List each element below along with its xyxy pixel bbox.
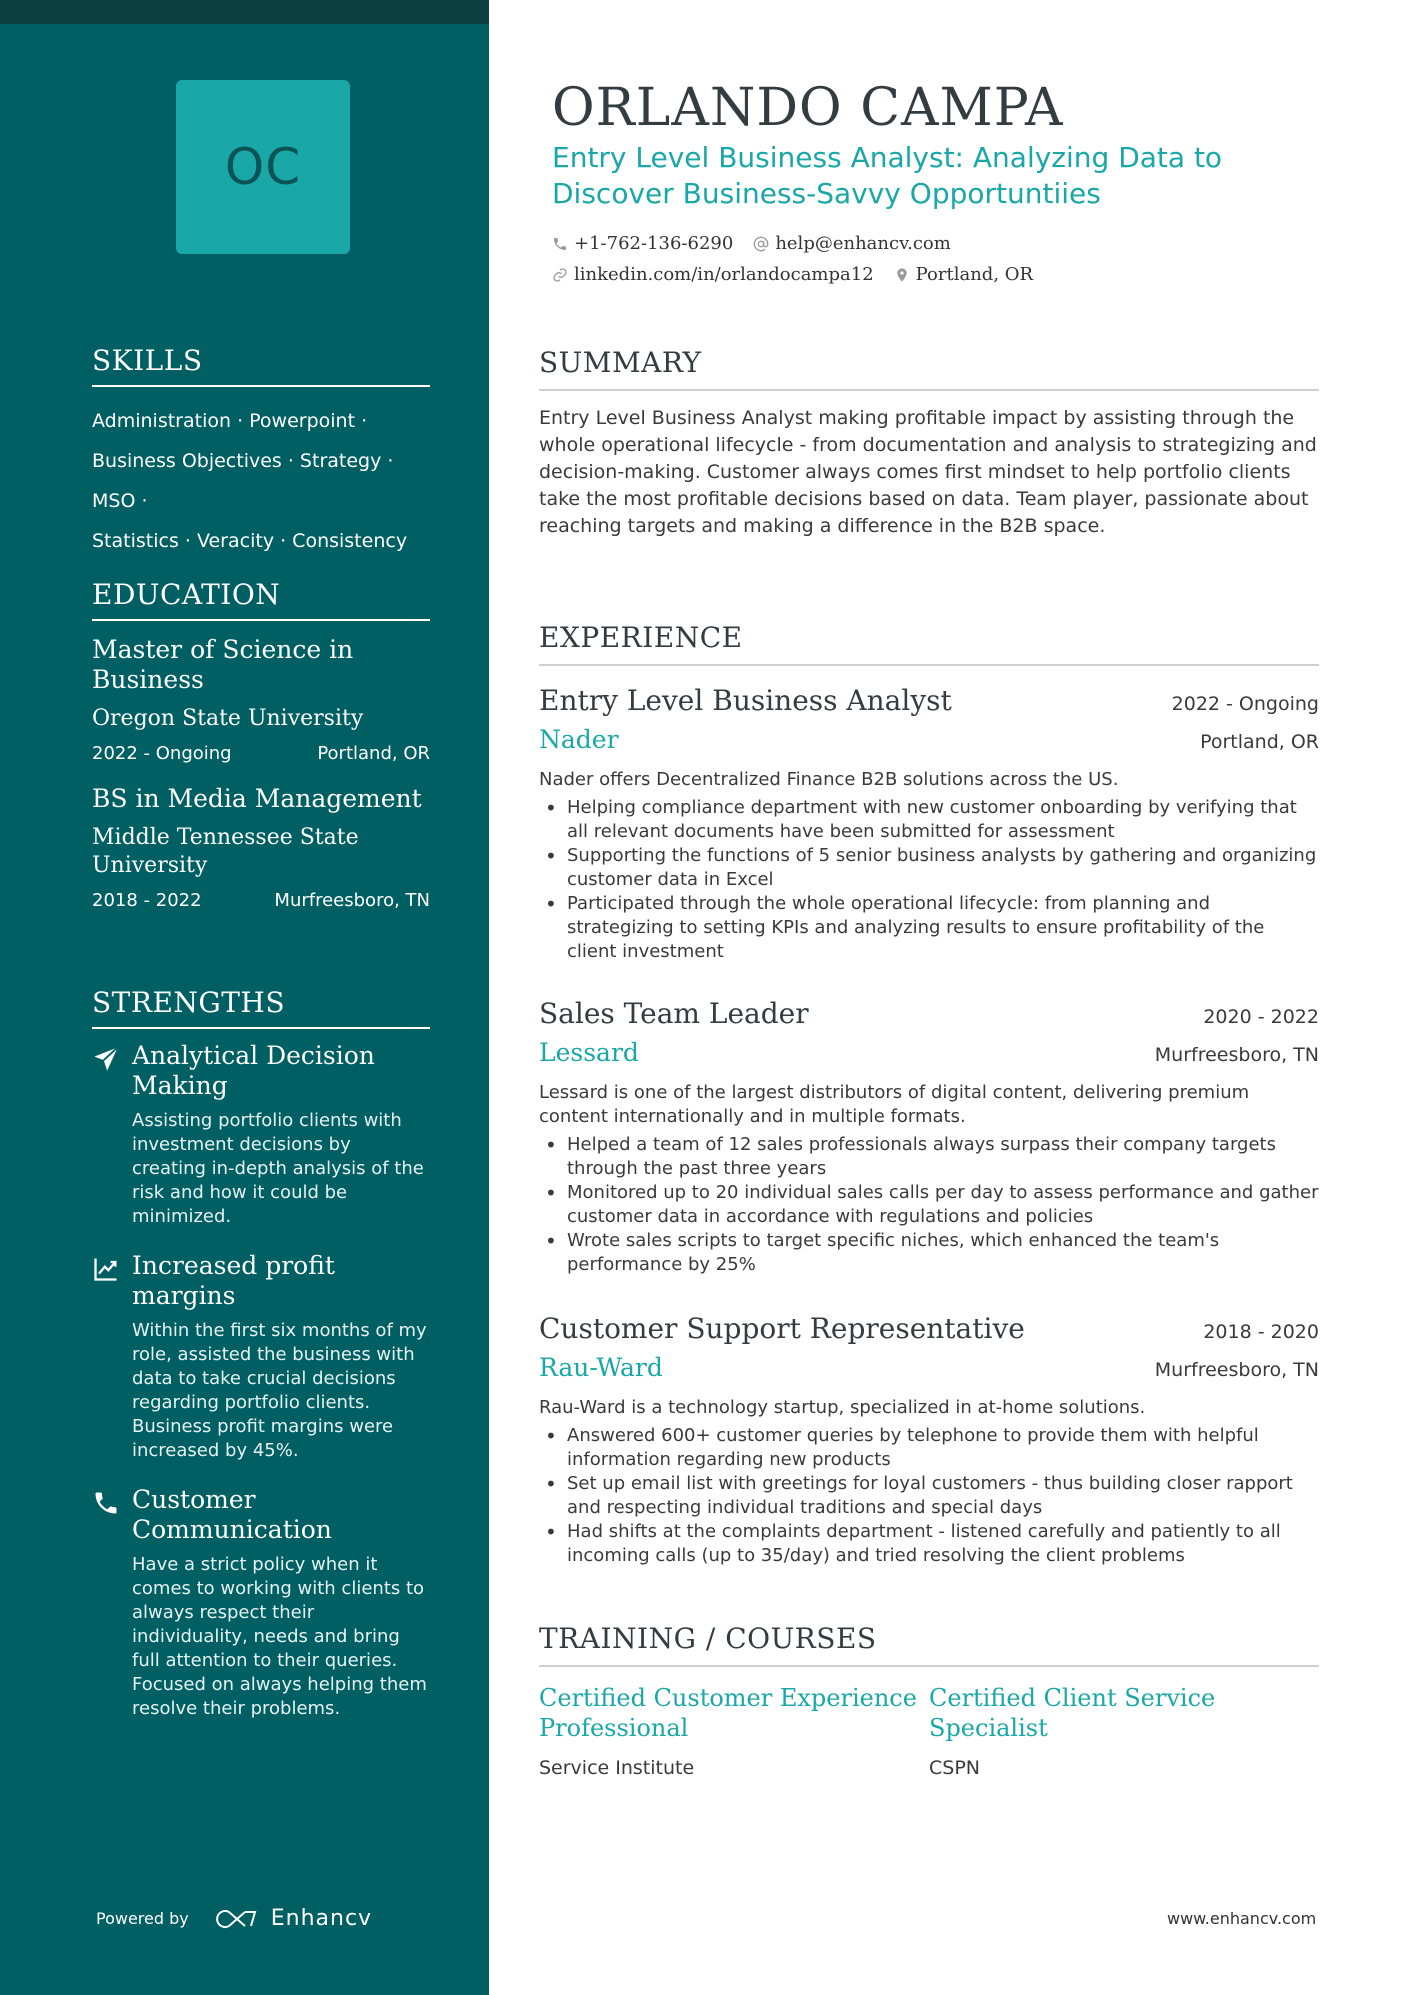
avatar-initials: OC [224,138,302,196]
phone-icon [92,1489,120,1517]
powered-by [96,1906,372,1931]
job-description: Nader offers Decentralized Finance B2B solutions across the US. [539,769,1119,790]
job-company: Rau-Ward [539,1353,663,1382]
summary-section [539,346,1319,540]
courses-title: TRAINING / COURSES [539,1622,1319,1667]
location-pin-icon [894,267,910,283]
education-school: Oregon State University [92,706,364,731]
strength-desc: Assisting portfolio clients with investment decisions by creating in-depth analysis of the risk and how it could be minimized. [132,1110,424,1227]
phone-text: +1-762-136-6290 [574,233,734,254]
contact-phone[interactable] [552,233,733,254]
job-location: Murfreesboro, TN [1154,1044,1319,1066]
education-location: Portland, OR [317,743,430,764]
job-location: Portland, OR [1200,731,1319,753]
job-bullets [539,1133,1319,1277]
job-dates: 2018 - 2020 [1203,1321,1319,1343]
skills-title: SKILLS [92,344,430,387]
strengths-section [92,986,430,1721]
education-degree: Master of Science in Business [92,635,354,694]
summary-title: SUMMARY [539,346,1319,391]
job-description: Lessard is one of the largest distributors of digital content, delivering premium content internationally and in multiple formats. [539,1082,1250,1127]
courses-section [539,1622,1319,1779]
job-bullet: • Wrote sales scripts to target specific niches, which enhanced the team's performance by 25% [539,1229,1319,1277]
course-title: Certified Client Service Specialist [929,1684,1216,1742]
email-text: help@enhancv.com [775,233,951,254]
education-location: Murfreesboro, TN [274,890,430,911]
skills-list [92,401,430,561]
sidebar [0,0,489,1995]
job-title: Sales Team Leader [539,997,809,1030]
strengths-title: STRENGTHS [92,986,430,1029]
candidate-headline: Entry Level Business Analyst: Analyzing Data to Discover Business-Savvy Opportuntiies [552,141,1223,210]
job-bullet: • Helping compliance department with new customer onboarding by verifying that all relevant documents have been submitted for assessment [539,796,1319,844]
experience-section [539,621,1319,666]
course-item [539,1683,929,1779]
education-dates: 2022 - Ongoing [92,743,232,764]
strength-desc: Have a strict policy when it comes to working with clients to always respect their individuality, needs and bring full attention to their queries. Focused on always helping them resolve their problems. [132,1554,427,1719]
job-description: Rau-Ward is a technology startup, specialized in at-home solutions. [539,1397,1146,1418]
job-title: Customer Support Representative [539,1312,1025,1345]
avatar [176,80,350,254]
enhancv-logo-icon [215,1908,261,1930]
education-title: EDUCATION [92,578,430,621]
enhancv-logo[interactable] [215,1906,372,1931]
skills-line: Business Objectives · Strategy · MSO · [92,450,394,512]
job-bullet: • Supporting the functions of 5 senior business analysts by gathering and organizing customer data in Excel [539,844,1319,892]
education-dates: 2018 - 2022 [92,890,202,911]
job-bullet: • Helped a team of 12 sales professionals always surpass their company targets through the past three years [539,1133,1319,1181]
job-bullet: • Participated through the whole operational lifecycle: from planning and strategizing to setting KPIs and analyzing results to ensure profitability of the client investment [539,892,1319,964]
strength-desc: Within the first six months of my role, assisted the business with data to take crucial decisions regarding portfolio clients. Business profit margins were increased by 45%. [132,1320,427,1461]
footer-website[interactable]: www.enhancv.com [1167,1909,1317,1928]
strength-title: Customer Communication [132,1485,332,1544]
summary-text: Entry Level Business Analyst making profitable impact by assisting through the whole operational lifecycle - from documentation and analysis to strategizing and decision-making. Customer always comes first mindset to help portfolio clients take the most profitable decisions based on data. Team player, passionate about reaching targets and making a difference in the B2B space. [539,407,1317,537]
course-item [929,1683,1319,1779]
location-text: Portland, OR [915,264,1034,285]
link-icon [552,267,568,283]
education-item [92,635,430,764]
strength-item [92,1251,430,1463]
strength-title: Analytical Decision Making [132,1041,375,1100]
job-entry [539,684,1319,964]
job-title: Entry Level Business Analyst [539,684,952,717]
at-sign-icon [753,236,769,252]
job-company: Lessard [539,1038,639,1067]
powered-by-label: Powered by [96,1909,189,1928]
education-item [92,784,430,911]
education-degree: BS in Media Management [92,784,422,813]
trend-up-icon [92,1255,120,1283]
job-entry [539,1312,1319,1568]
job-dates: 2020 - 2022 [1203,1006,1319,1028]
skills-section [92,344,430,561]
skills-line: Administration · Powerpoint · [92,410,368,432]
candidate-name: ORLANDO CAMPA [552,78,1064,138]
enhancv-brand: Enhancv [270,1906,373,1931]
job-bullet: • Monitored up to 20 individual sales calls per day to assess performance and gather customer data in accordance with regulations and policies [539,1181,1319,1229]
education-school: Middle Tennessee State University [92,825,359,878]
job-bullets [539,796,1319,964]
job-bullet: • Had shifts at the complaints department - listened carefully and patiently to all incoming calls (up to 35/day) and tried resolving the client problems [539,1520,1319,1568]
job-location: Murfreesboro, TN [1154,1359,1319,1381]
course-org: CSPN [929,1757,980,1779]
skills-line: Statistics · Veracity · Consistency [92,530,408,552]
linkedin-text: linkedin.com/in/orlandocampa12 [574,264,874,285]
course-title: Certified Customer Experience Professional [539,1684,917,1742]
job-bullet: • Answered 600+ customer queries by telephone to provide them with helpful information regarding new products [539,1424,1319,1472]
job-entry [539,997,1319,1277]
job-bullet: • Set up email list with greetings for loyal customers - thus building closer rapport and respecting individual traditions and special days [539,1472,1319,1520]
education-section [92,578,430,911]
course-org: Service Institute [539,1757,695,1779]
contact-location [894,264,1033,285]
paper-plane-icon [92,1045,120,1073]
phone-icon [552,236,568,252]
job-dates: 2022 - Ongoing [1171,693,1319,715]
job-bullets [539,1424,1319,1568]
strength-title: Increased profit margins [132,1251,335,1310]
strength-item [92,1041,430,1229]
sidebar-top-strip [0,0,489,24]
contact-linkedin[interactable] [552,264,874,285]
contact-email[interactable] [753,233,951,254]
job-company: Nader [539,725,619,754]
experience-title: EXPERIENCE [539,621,1319,666]
contact-info [552,228,1053,290]
strength-item [92,1485,430,1721]
